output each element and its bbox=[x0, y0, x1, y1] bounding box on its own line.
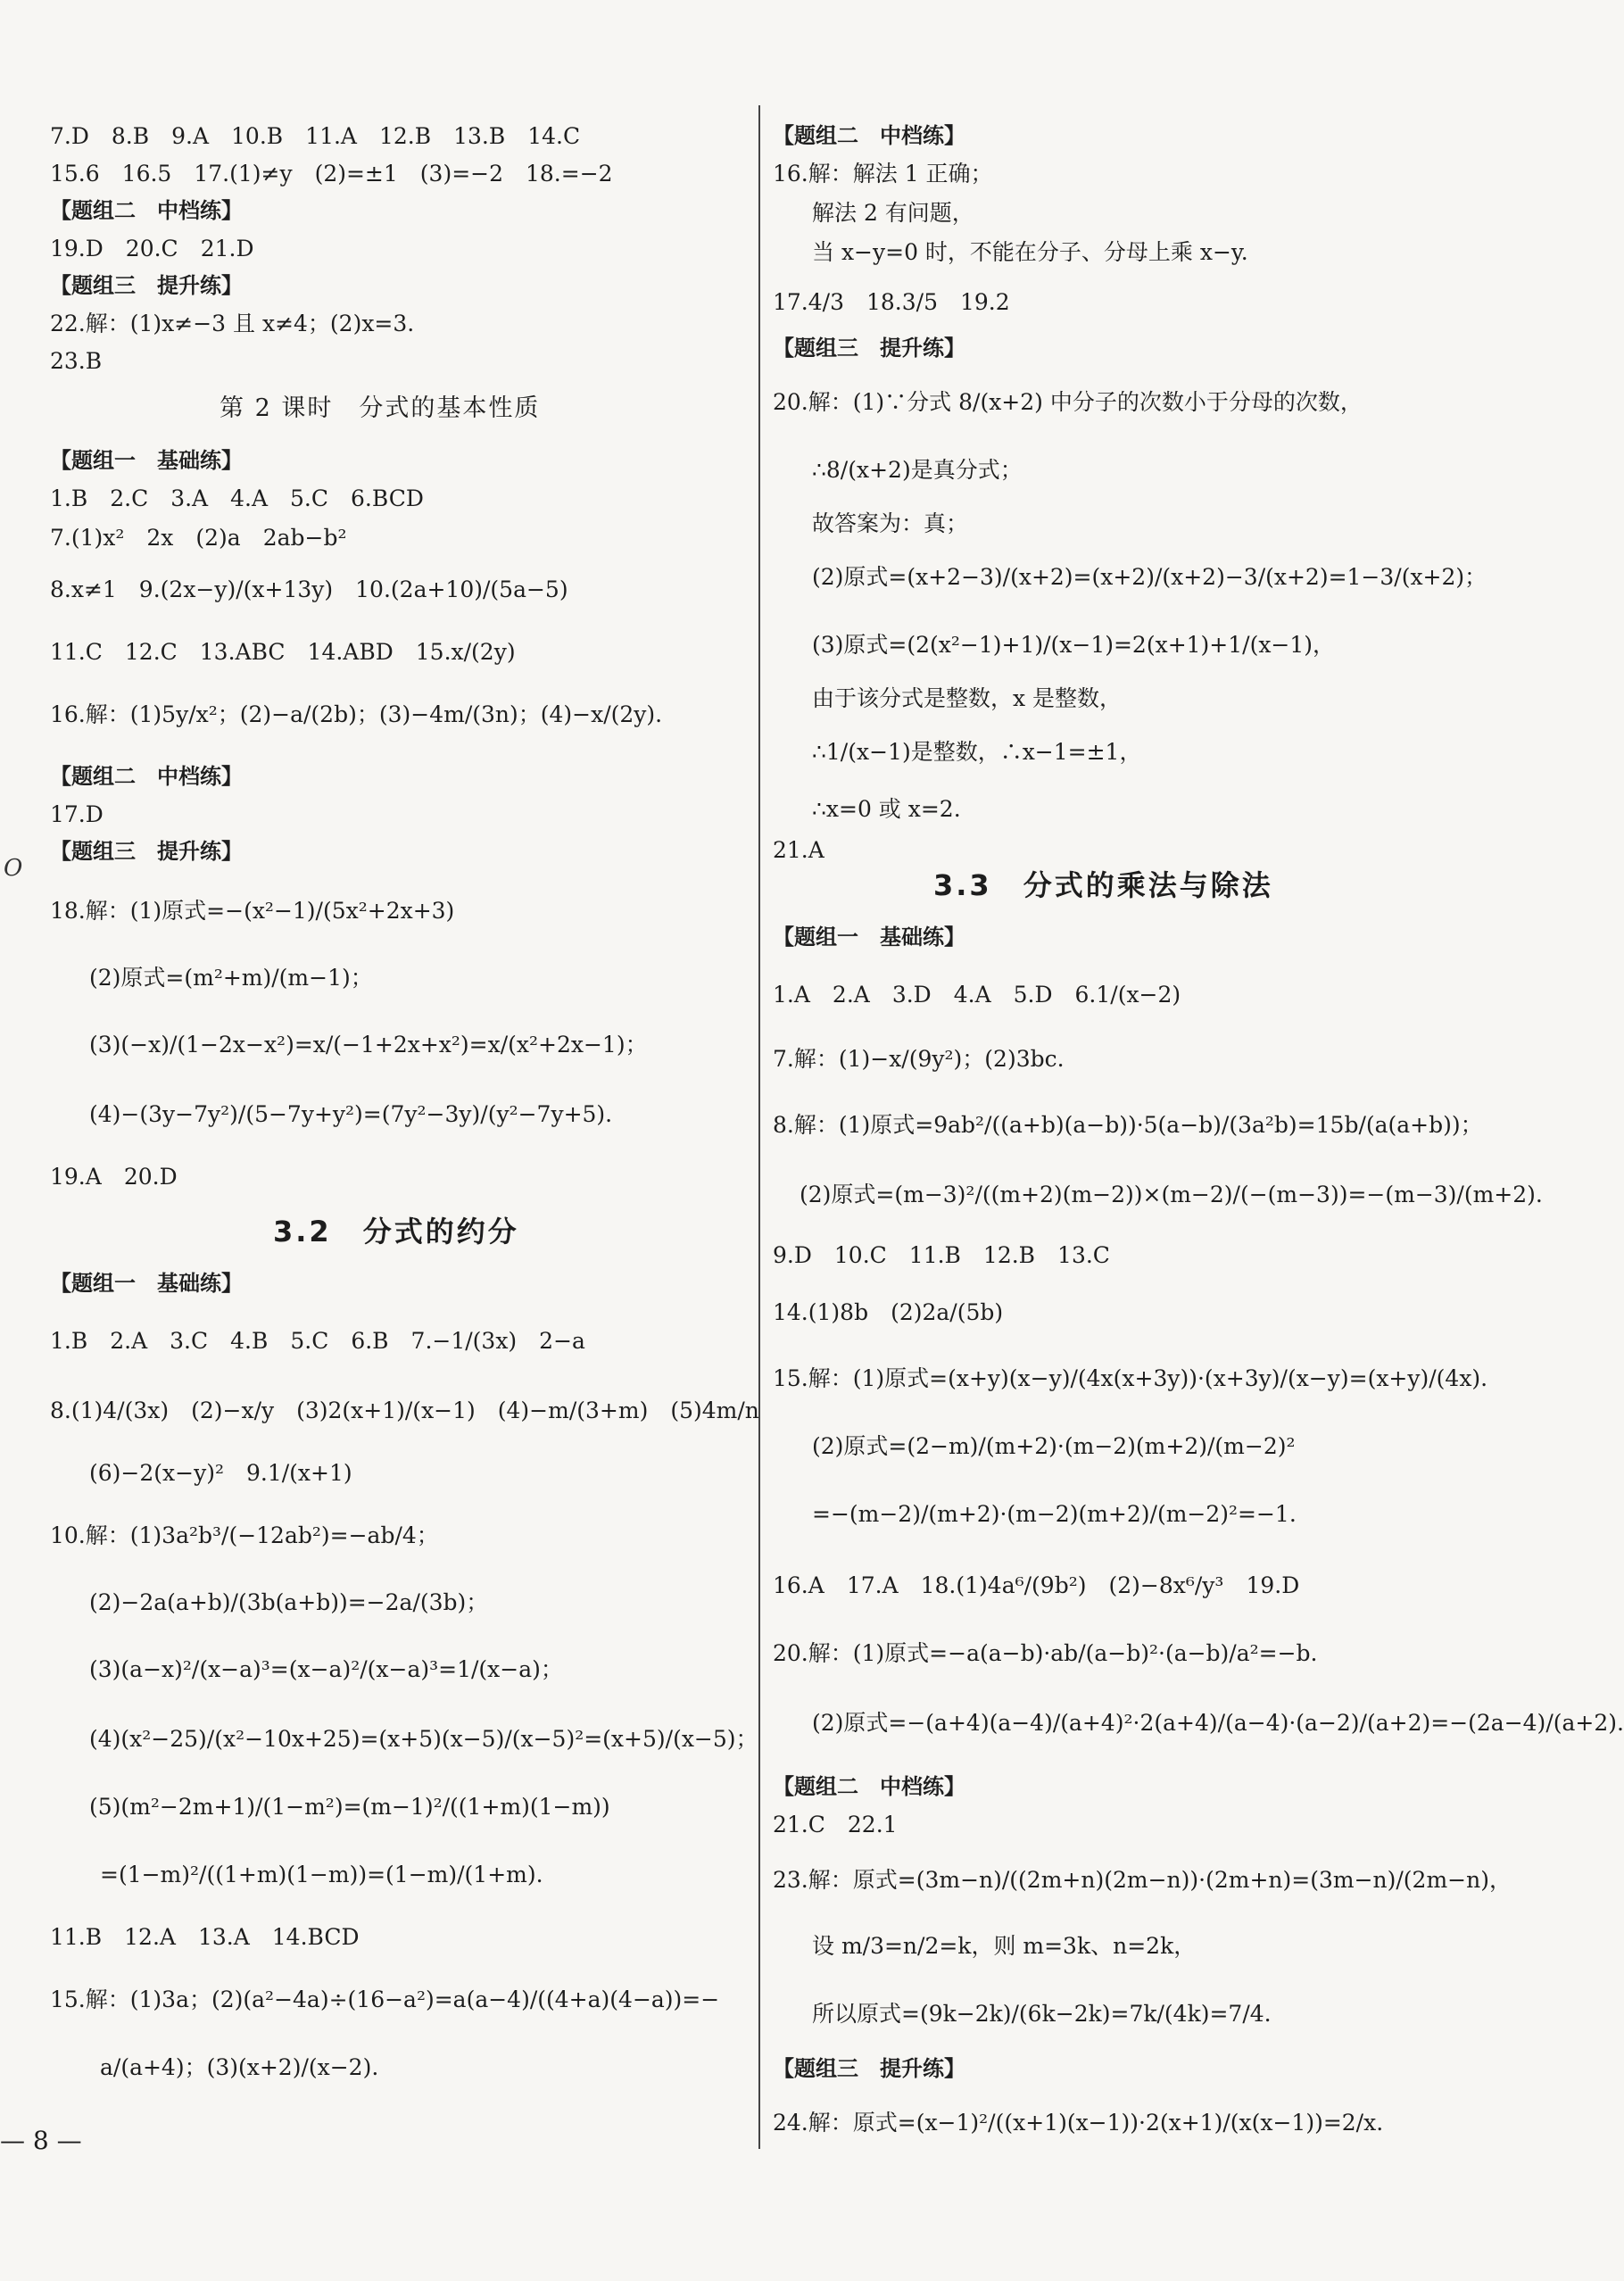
section-label: 【题组一 基础练】 bbox=[50, 1271, 243, 1296]
answer-line: 21.C 22.1 bbox=[773, 1812, 898, 1837]
answer-line: 8.解：(1)原式=9ab²/((a+b)(a−b))·5(a−b)/(3a²b)=15b/(a(a+b))； bbox=[773, 1112, 1483, 1138]
answer-line: 设 m/3=n/2=k，则 m=3k、n=2k， bbox=[812, 1933, 1197, 1959]
page-number-prefix: — bbox=[0, 2126, 25, 2155]
answer-line: (3)(a−x)²/(x−a)³=(x−a)²/(x−a)³=1/(x−a)； bbox=[89, 1656, 563, 1682]
answer-line: (5)(m²−2m+1)/(1−m²)=(m−1)²/((1+m)(1−m)) bbox=[89, 1794, 610, 1820]
answer-line: 23.解：原式=(3m−n)/((2m+n)(2m−n))·(2m+n)=(3m−n)/(2m−n)， bbox=[773, 1867, 1512, 1893]
column-divider bbox=[758, 105, 760, 2149]
section-label: 【题组三 提升练】 bbox=[773, 336, 965, 361]
answer-line: ∴x=0 或 x=2. bbox=[812, 796, 961, 822]
section-label: 【题组二 中档练】 bbox=[50, 764, 243, 789]
answer-line: 17.4/3 18.3/5 19.2 bbox=[773, 289, 1010, 315]
answer-line: 由于该分式是整数，x 是整数， bbox=[812, 685, 1123, 711]
answer-line: =(1−m)²/((1+m)(1−m))=(1−m)/(1+m). bbox=[100, 1862, 543, 1887]
answer-line: (6)−2(x−y)² 9.1/(x+1) bbox=[89, 1460, 352, 1486]
answer-line: 所以原式=(9k−2k)/(6k−2k)=7k/(4k)=7/4. bbox=[812, 2001, 1272, 2027]
answer-line: 17.D bbox=[50, 801, 104, 827]
answer-line: 16.A 17.A 18.(1)4a⁶/(9b²) (2)−8x⁶/y³ 19.D bbox=[773, 1572, 1300, 1598]
answer-line: ∴8/(x+2)是真分式； bbox=[812, 457, 1023, 483]
section-label: 【题组三 提升练】 bbox=[50, 273, 243, 298]
answer-line: ∴1/(x−1)是整数，∴x−1=±1， bbox=[812, 739, 1142, 765]
margin-mark: O bbox=[4, 855, 23, 882]
answer-line: 20.解：(1)原式=−a(a−b)·ab/(a−b)²·(a−b)/a²=−b. bbox=[773, 1640, 1318, 1666]
answer-line: 11.B 12.A 13.A 14.BCD bbox=[50, 1924, 360, 1950]
answer-line: 15.解：(1)原式=(x+y)(x−y)/(4x(x+3y))·(x+3y)/(x−y)=(x+y)/(4x). bbox=[773, 1365, 1488, 1391]
answer-line: 23.B bbox=[50, 348, 103, 374]
section-label: 【题组一 基础练】 bbox=[773, 925, 965, 950]
answer-line: 解法 2 有问题， bbox=[812, 200, 974, 226]
page-number-suffix: — bbox=[56, 2126, 82, 2155]
answer-line: 19.D 20.C 21.D bbox=[50, 236, 254, 261]
answer-line: (2)原式=(m²+m)/(m−1)； bbox=[89, 965, 373, 991]
answer-line: 1.A 2.A 3.D 4.A 5.D 6.1/(x−2) bbox=[773, 982, 1181, 1008]
answer-line: 9.D 10.C 11.B 12.B 13.C bbox=[773, 1242, 1110, 1268]
answer-line: 1.B 2.C 3.A 4.A 5.C 6.BCD bbox=[50, 485, 424, 511]
answer-line: 1.B 2.A 3.C 4.B 5.C 6.B 7.−1/(3x) 2−a bbox=[50, 1328, 585, 1354]
answer-line: (4)−(3y−7y²)/(5−7y+y²)=(7y²−3y)/(y²−7y+5). bbox=[89, 1101, 613, 1127]
answer-line: =−(m−2)/(m+2)·(m−2)(m+2)/(m−2)²=−1. bbox=[812, 1501, 1297, 1527]
answer-line: (2)原式=(x+2−3)/(x+2)=(x+2)/(x+2)−3/(x+2)=1−3/(x+2)； bbox=[812, 564, 1487, 590]
section-title: 第 2 课时 分式的基本性质 bbox=[220, 394, 541, 422]
section-label: 【题组二 中档练】 bbox=[773, 123, 965, 148]
answer-line: 16.解：解法 1 正确； bbox=[773, 161, 993, 187]
section-label: 【题组三 提升练】 bbox=[50, 839, 243, 864]
answer-line: 15.6 16.5 17.(1)≠y (2)=±1 (3)=−2 18.=−2 bbox=[50, 161, 613, 187]
answer-line: 20.解：(1)∵分式 8/(x+2) 中分子的次数小于分母的次数， bbox=[773, 389, 1363, 415]
answer-line: 18.解：(1)原式=−(x²−1)/(5x²+2x+3) bbox=[50, 898, 455, 924]
answer-line: (2)原式=(m−3)²/((m+2)(m−2))×(m−2)/(−(m−3))=−(m−3)/(m+2). bbox=[800, 1182, 1543, 1207]
answer-line: 8.(1)4/(3x) (2)−x/y (3)2(x+1)/(x−1) (4)−m/(3+m) (5)4m/n bbox=[50, 1398, 759, 1423]
answer-line: 24.解：原式=(x−1)²/((x+1)(x−1))·2(x+1)/(x(x−1))=2/x. bbox=[773, 2110, 1384, 2136]
section-label: 【题组二 中档练】 bbox=[773, 1774, 965, 1799]
section-title: 3.2 分式的约分 bbox=[273, 1215, 519, 1248]
answer-line: 21.A bbox=[773, 837, 824, 863]
answer-line: (3)原式=(2(x²−1)+1)/(x−1)=2(x+1)+1/(x−1)， bbox=[812, 632, 1336, 658]
answer-line: 故答案为：真； bbox=[812, 510, 969, 536]
section-label: 【题组二 中档练】 bbox=[50, 198, 243, 223]
answer-line: 19.A 20.D bbox=[50, 1164, 178, 1190]
answer-line: (4)(x²−25)/(x²−10x+25)=(x+5)(x−5)/(x−5)²=(x+5)/(x−5)； bbox=[89, 1726, 758, 1752]
section-title: 3.3 分式的乘法与除法 bbox=[933, 868, 1273, 902]
page-number: 8 bbox=[32, 2126, 49, 2155]
answer-line: (2)原式=(2−m)/(m+2)·(m−2)(m+2)/(m−2)² bbox=[812, 1433, 1296, 1459]
page-number-footer bbox=[0, 2126, 82, 2155]
section-label: 【题组一 基础练】 bbox=[50, 448, 243, 473]
answer-line: 11.C 12.C 13.ABC 14.ABD 15.x/(2y) bbox=[50, 639, 516, 665]
answer-line: (2)原式=−(a+4)(a−4)/(a+4)²·2(a+4)/(a−4)·(a−2)/(a+2)=−(2a−4)/(a+2). bbox=[812, 1710, 1624, 1736]
answer-line: 22.解：(1)x≠−3 且 x≠4；(2)x=3. bbox=[50, 311, 415, 336]
answer-line: 14.(1)8b (2)2a/(5b) bbox=[773, 1299, 1004, 1325]
answer-line: 8.x≠1 9.(2x−y)/(x+13y) 10.(2a+10)/(5a−5) bbox=[50, 576, 568, 602]
answer-line: 7.D 8.B 9.A 10.B 11.A 12.B 13.B 14.C bbox=[50, 123, 581, 149]
answer-line: 当 x−y=0 时，不能在分子、分母上乘 x−y. bbox=[812, 239, 1248, 265]
answer-line: 10.解：(1)3a²b³/(−12ab²)=−ab/4； bbox=[50, 1522, 439, 1548]
answer-line: 15.解：(1)3a；(2)(a²−4a)÷(16−a²)=a(a−4)/((4+a)(4−a))=− bbox=[50, 1987, 720, 2012]
answer-line: 7.解：(1)−x/(9y²)；(2)3bc. bbox=[773, 1046, 1065, 1072]
answer-line: a/(a+4)；(3)(x+2)/(x−2). bbox=[100, 2054, 379, 2080]
answer-line: (2)−2a(a+b)/(3b(a+b))=−2a/(3b)； bbox=[89, 1589, 489, 1615]
section-label: 【题组三 提升练】 bbox=[773, 2056, 965, 2081]
answer-line: 16.解：(1)5y/x²；(2)−a/(2b)；(3)−4m/(3n)；(4)−x/(2y). bbox=[50, 701, 663, 727]
answer-line: 7.(1)x² 2x (2)a 2ab−b² bbox=[50, 525, 347, 551]
answer-line: (3)(−x)/(1−2x−x²)=x/(−1+2x+x²)=x/(x²+2x−1)； bbox=[89, 1032, 648, 1058]
